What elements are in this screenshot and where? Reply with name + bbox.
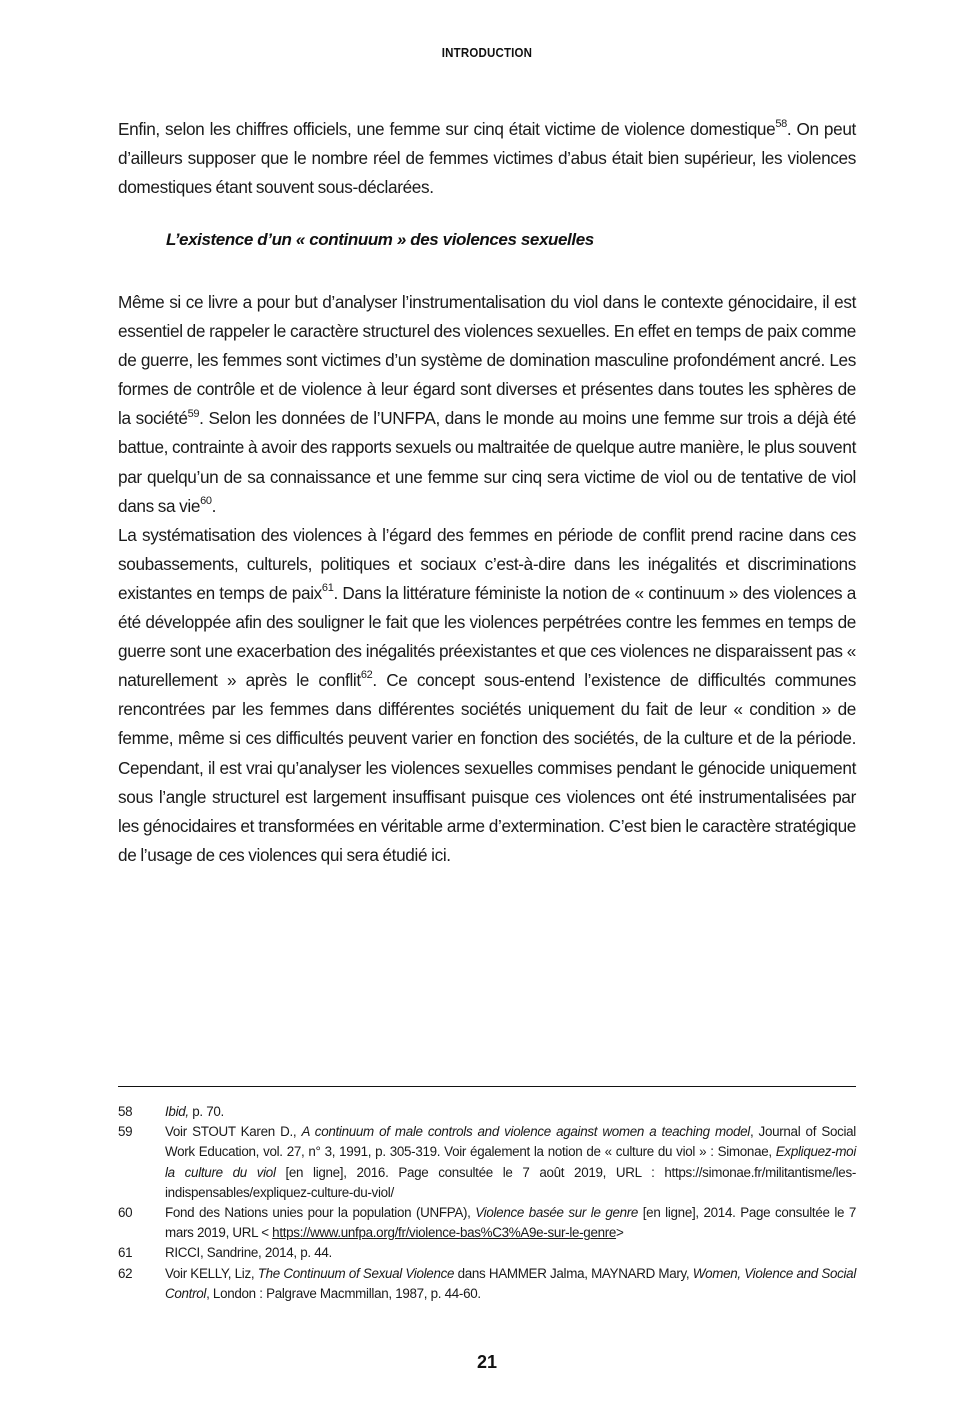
footnote-number: 59 [118,1124,133,1140]
footnote-text-part: > [616,1225,624,1241]
footnote-ref-62[interactable]: 62 [360,669,373,682]
footnote-link[interactable]: https://www.unfpa.org/fr/violence-bas%C3%A9e-sur-le-genre [272,1225,617,1241]
paragraph-text: . Ce concept sous-entend l’existence de difficultés communes rencontrées par les femmes dans différentes sociétés uniquement du fait de leur « condition » de femme, même si ces difficultés peuvent varier en fonction des sociétés, de la culture et de la période. Cependant, il est vrai qu’analyser les violences sexuelles commises pendant le génocide uniquement sous l’angle structurel est largement insuffisant puisque ces violences ont été instrumentalisées par les génocidaires et transformées en véritable arme d’extermination. C’est bien le caractère stratégique de l’usage de ces violences qui sera étudié ici. [118,670,857,865]
footnote-text-part: dans HAMMER Jalma, MAYNARD Mary, [454,1265,693,1281]
footnote-number: 58 [118,1104,133,1119]
paragraph-text: . Selon les données de l’UNFPA, dans le monde au moins une femme sur trois a déjà été battue, contrainte à avoir des rapports sexuels ou maltraitée de quelque autre manière, le plus souvent par quelqu’un de sa connaissance et une femme sur cinq sera victime de viol ou de tentative de viol dans sa vie [118,408,856,516]
footnote-62 [118,1264,856,1304]
footnote-text-part: Fond des Nations unies pour la population (UNFPA), [165,1205,476,1221]
footnote-text [165,1203,856,1243]
footnote-ref-61[interactable]: 61 [321,582,334,595]
footnote-text-part: [en ligne], 2014. Page consultée le 7 mars 2019, URL < [165,1205,856,1241]
footnote-text-part: [en ligne], 2016. Page consultée le 7 août 2019, URL : https://simonae.fr/militantisme/les-indispensables/expliquez-culture-du-viol/ [165,1164,856,1200]
page-number: 21 [476,1352,498,1372]
footnote-59 [118,1122,856,1203]
footnotes [118,1102,856,1304]
footnote-ref-60[interactable]: 60 [200,494,212,507]
paragraph-2 [118,288,856,521]
paragraph-text: La systématisation des violences à l’égard des femmes en période de conflit prend racine dans ces soubassements, culturels, politiques et sociaux c’est-à-dire dans les inégalités et discriminations existantes en temps de paix [118,524,856,603]
paragraph-3 [118,521,856,870]
paragraph-text: . Dans la littérature féministe la notion de « continuum » des violences a été développée afin des souligner le fait que les violences perpétrées contre les femmes en temps de guerre sont une exacerbation des inégalités préexistantes et que ces violences ne disparaissent pas « naturellement » après le conflit [118,582,857,691]
footnote-text-part: , London : Palgrave Macmmillan, 1987, p. 44-60. [206,1285,481,1301]
paragraph-1 [118,115,856,202]
footnote-title: Expliquez-moi la culture du viol [165,1144,856,1180]
footnote-60 [118,1203,856,1243]
footnote-title: The Continuum of Sexual Violence [257,1265,455,1281]
paragraph-text: Même si ce livre a pour but d’analyser l’instrumentalisation du viol dans le contexte génocidaire, il est essentiel de rappeler le caractère structurel des violences sexuelles. En effet en temps de paix comme de guerre, les femmes sont victimes d’un système de domination masculine profondément ancré. Les formes de contrôle et de violence à leur égard sont diverses et présentes dans toutes les sphères de la société [118,292,856,429]
footnote-number: 60 [118,1205,133,1221]
running-head: INTRODUCTION [441,46,533,60]
footnote-text-part: Voir KELLY, Liz, [165,1265,258,1281]
paragraph-text: Enfin, selon les chiffres officiels, une femme sur cinq était victime de violence domestique [118,119,776,139]
footnote-title: A continuum of male controls and violence against women a teaching model [301,1124,750,1140]
footnote-title: Violence basée sur le genre [475,1205,639,1221]
footnote-title: Women, Violence and Social Control [165,1265,856,1301]
footnote-text-part: , Journal of Social Work Education, vol. 27, n° 3, 1991, p. 305-319. Voir également la notion de « culture du viol » : Simonae, [165,1124,856,1160]
paragraph-text: . On peut d’ailleurs supposer que le nombre réel de femmes victimes d’abus était bien supérieur, les violences domestiques étant souvent sous-déclarées. [118,119,856,198]
footnote-text [165,1264,856,1304]
section-heading: L’existence d’un « continuum » des violences sexuelles [166,230,594,249]
footnote-title: Ibid, [165,1104,189,1119]
footnote-ref-59[interactable]: 59 [187,407,200,420]
footnote-text [165,1102,856,1122]
footnote-61 [118,1243,856,1263]
footnote-ref-58[interactable]: 58 [775,118,787,131]
footnote-number: 61 [118,1245,133,1261]
footnote-text [165,1243,856,1263]
body-section [118,288,856,870]
footnote-58 [118,1102,856,1122]
footnote-text [165,1122,856,1203]
paragraph-text: . [211,495,217,516]
footnote-number: 62 [118,1265,133,1281]
footnote-text-part: p. 70. [188,1104,224,1119]
footnote-divider [118,1086,856,1087]
footnote-text-part: RICCI, Sandrine, 2014, p. 44. [165,1245,332,1261]
footnote-text-part: Voir STOUT Karen D., [165,1124,302,1140]
